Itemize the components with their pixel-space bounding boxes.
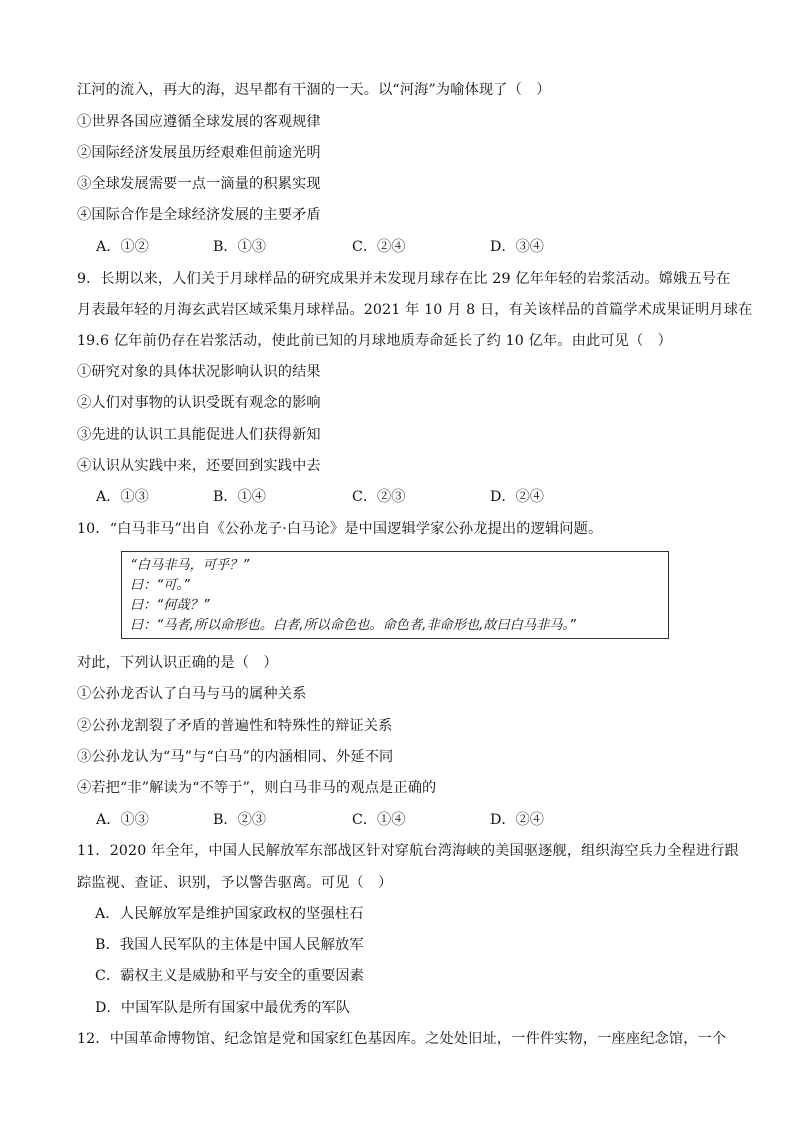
- q9-option-a: A．①③: [96, 489, 149, 505]
- q11-option-b: B．我国人民军队的主体是中国人民解放军: [95, 937, 364, 953]
- q8-statement-3: ③全球发展需要一点一滴量的积累实现: [77, 176, 321, 192]
- q9-option-d: D．②④: [490, 489, 544, 505]
- q10-quote-box: [121, 551, 669, 639]
- q10-option-d: D．②④: [490, 812, 544, 828]
- q9-stem-line-3: 19.6 亿年前仍存在岩浆活动，使此前已知的月球地质寿命延长了约 10 亿年。由此可见（ ）: [77, 333, 673, 349]
- q9-stem-line-1: 9．长期以来，人们关于月球样品的研究成果并未发现月球存在比 29 亿年年轻的岩浆活动。嫦娥五号在: [77, 271, 731, 287]
- q10-statement-4: ④若把“非”解读为“不等于”，则白马非马的观点是正确的: [77, 780, 437, 796]
- q9-stem-line-2: 月表最年轻的月海玄武岩区域采集月球样品。2021 年 10 月 8 日，有关该样品的首篇学术成果证明月球在: [77, 302, 753, 318]
- q8-option-d: D．③④: [490, 239, 544, 255]
- q10-statement-2: ②公孙龙割裂了矛盾的普遍性和特殊性的辩证关系: [77, 718, 393, 734]
- q9-option-b: B．①④: [213, 489, 266, 505]
- q11-stem-line-1: 11．2020 年全年，中国人民解放军东部战区针对穿航台湾海峡的美国驱逐舰，组织海空兵力全程进行跟: [77, 843, 739, 859]
- q11-option-a: A．人民解放军是维护国家政权的坚强柱石: [95, 906, 364, 922]
- q10-statement-1: ①公孙龙否认了白马与马的属种关系: [77, 686, 307, 702]
- q8-statement-1: ①世界各国应遵循全球发展的客观规律: [77, 114, 321, 130]
- q10-statement-3: ③公孙龙认为“马”与“白马”的内涵相同、外延不同: [77, 749, 394, 765]
- q8-stem-tail: 江河的流入，再大的海，迟早都有干涸的一天。以“河海”为喻体现了（ ）: [77, 82, 551, 98]
- q9-statement-2: ②人们对事物的认识受既有观念的影响: [77, 395, 321, 411]
- q10-quote-line-4: 曰：“马者,所以命形也。白者,所以命色也。命色者,非命形也,故曰白马非马。”: [130, 618, 576, 633]
- q9-option-c: C．②③: [352, 489, 406, 505]
- q8-option-b: B．①③: [213, 239, 266, 255]
- q10-quote-line-2: 曰：“可。”: [130, 578, 190, 593]
- q8-statement-4: ④国际合作是全球经济发展的主要矛盾: [77, 207, 321, 223]
- q9-statement-4: ④认识从实践中来，还要回到实践中去: [77, 458, 321, 474]
- q8-option-a: A．①②: [96, 239, 149, 255]
- q8-statement-2: ②国际经济发展虽历经艰难但前途光明: [77, 145, 321, 161]
- q11-option-c: C．霸权主义是威胁和平与安全的重要因素: [95, 968, 365, 984]
- q10-ask: 对此，下列认识正确的是（ ）: [77, 655, 278, 671]
- q10-option-c: C．①④: [352, 812, 406, 828]
- q8-option-c: C．②④: [352, 239, 406, 255]
- q9-statement-1: ①研究对象的具体状况影响认识的结果: [77, 364, 321, 380]
- q10-quote-line-3: 曰：“何哉？”: [130, 598, 210, 613]
- q9-statement-3: ③先进的认识工具能促进人们获得新知: [77, 427, 321, 443]
- q11-option-d: D．中国军队是所有国家中最优秀的军队: [95, 1000, 351, 1016]
- q10-option-b: B．②③: [213, 812, 266, 828]
- q10-stem: 10．“白马非马”出自《公孙龙子·白马论》是中国逻辑学家公孙龙提出的逻辑问题。: [77, 521, 603, 537]
- q10-quote-line-1: “白马非马，可乎？”: [130, 558, 250, 573]
- q10-option-a: A．①③: [96, 812, 149, 828]
- q11-stem-line-2: 踪监视、查证、识别，予以警告驱离。可见（ ）: [77, 875, 393, 891]
- q12-stem: 12．中国革命博物馆、纪念馆是党和国家红色基因库。之处处旧址，一件件实物，一座座纪念馆，一个: [77, 1031, 727, 1047]
